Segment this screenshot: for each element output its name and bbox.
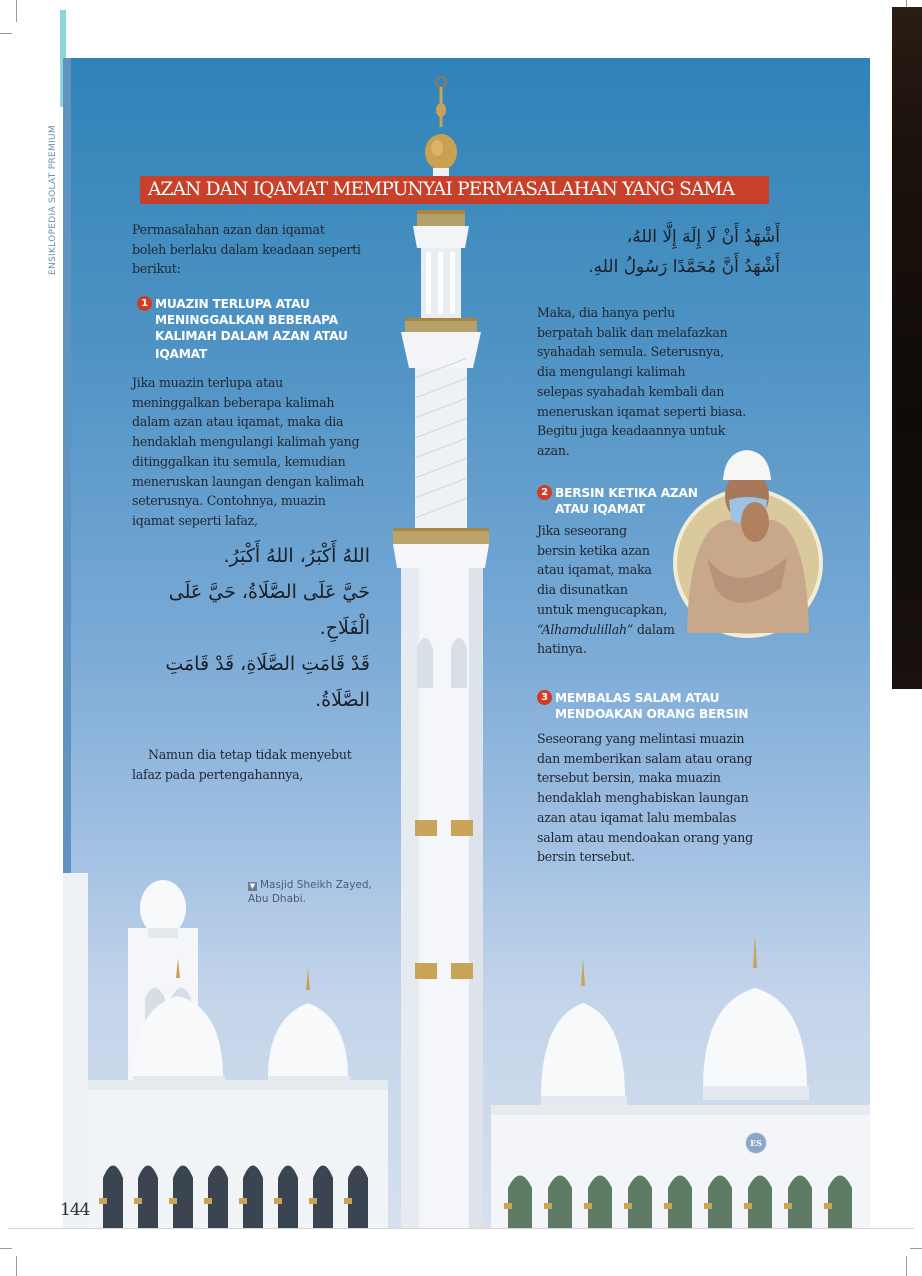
crop-mark (0, 1248, 12, 1249)
section-2-heading: 2 BERSIN KETIKA AZAN ATAU IQAMAT (555, 485, 698, 517)
bottom-rule (8, 1228, 914, 1229)
facing-page-edge (892, 7, 922, 689)
arabic-iqamat-text: اللهُ أَكْبَرُ، اللهُ أَكْبَرُ. حَيَّ عَلَى الصَّلَاةُ، حَيَّ عَلَى الْفَلَاحِ. قَدْ قَامَتِ الصَّلَاةِ، قَدْ قَامَتِ الصَّلَاةُ. (165, 545, 370, 711)
crop-mark (16, 0, 17, 22)
crop-mark (910, 1248, 922, 1249)
es-logo-badge: ES (745, 1132, 767, 1154)
section-3-body: Seseorang yang melintasi muazin dan memberikan salam atau orang tersebut bersin, maka muazin hendaklah menghabiskan laungan azan atau iqamat lalu membalas salam atau mendoakan orang yang bersin tersebut. (537, 731, 753, 865)
page-number: 144 (60, 1200, 90, 1220)
crop-mark (906, 1256, 907, 1276)
section-2-body: Jika seseorang bersin ketika azan atau iqamat, maka dia disunatkan untuk mengucapkan, “Alhamdulillah” dalam hatinya. (537, 523, 675, 657)
intro-paragraph: Permasalahan azan dan iqamat boleh berlaku dalam keadaan seperti berikut: (132, 222, 361, 277)
number-badge: 3 (537, 690, 552, 705)
crop-mark (16, 1256, 17, 1276)
section-3-heading: 3 MEMBALAS SALAM ATAU MENDOAKAN ORANG BERSIN (555, 690, 748, 722)
mosque-buildings-illustration (63, 818, 870, 1228)
photo-caption: ▼ Masjid Sheikh Zayed, Abu Dhabi. (248, 879, 372, 905)
section-1-continuation: Namun dia tetap tidak menyebut lafaz pada pertengahannya, (132, 747, 352, 782)
section-1-body: Jika muazin terlupa atau meninggalkan beberapa kalimah dalam azan atau iqamat, maka dia hendaklah mengulangi kalimah yang ditinggalkan itu semula, kemudian meneruskan laungan dengan kalimah seterusnya. Contohnya, muazin iqamat seperti lafaz, (132, 375, 365, 528)
arrow-down-icon: ▼ (249, 882, 256, 890)
book-title-vertical: ENSIKLOPEDIA SOLAT PREMIUM (48, 125, 58, 275)
section-1-right-body: Maka, dia hanya perlu berpatah balik dan melafazkan syahadah semula. Seterusnya, dia mengulangi kalimah selepas syahadah kembali dan meneruskan iqamat seperti biasa. Begitu juga keadaannya untuk azan. (537, 305, 747, 458)
number-badge: 2 (537, 485, 552, 500)
section-title: AZAN DAN IQAMAT MEMPUNYAI PERMASALAHAN YANG SAMA (140, 176, 769, 204)
section-1-heading: 1 MUAZIN TERLUPA ATAU MENINGGALKAN BEBERAPA KALIMAH DALAM AZAN ATAU IQAMAT (155, 296, 348, 362)
arabic-syahadah-text: أَشْهَدُ أَنْ لَا إِلَهَ إِلَّا اللهُ، أَشْهَدُ أَنَّ مُحَمَّدًا رَسُولُ اللهِ. (588, 227, 780, 277)
crop-mark (0, 33, 12, 34)
number-badge: 1 (137, 296, 152, 311)
alhamdulillah-quote: “Alhamdulillah” (537, 621, 634, 637)
